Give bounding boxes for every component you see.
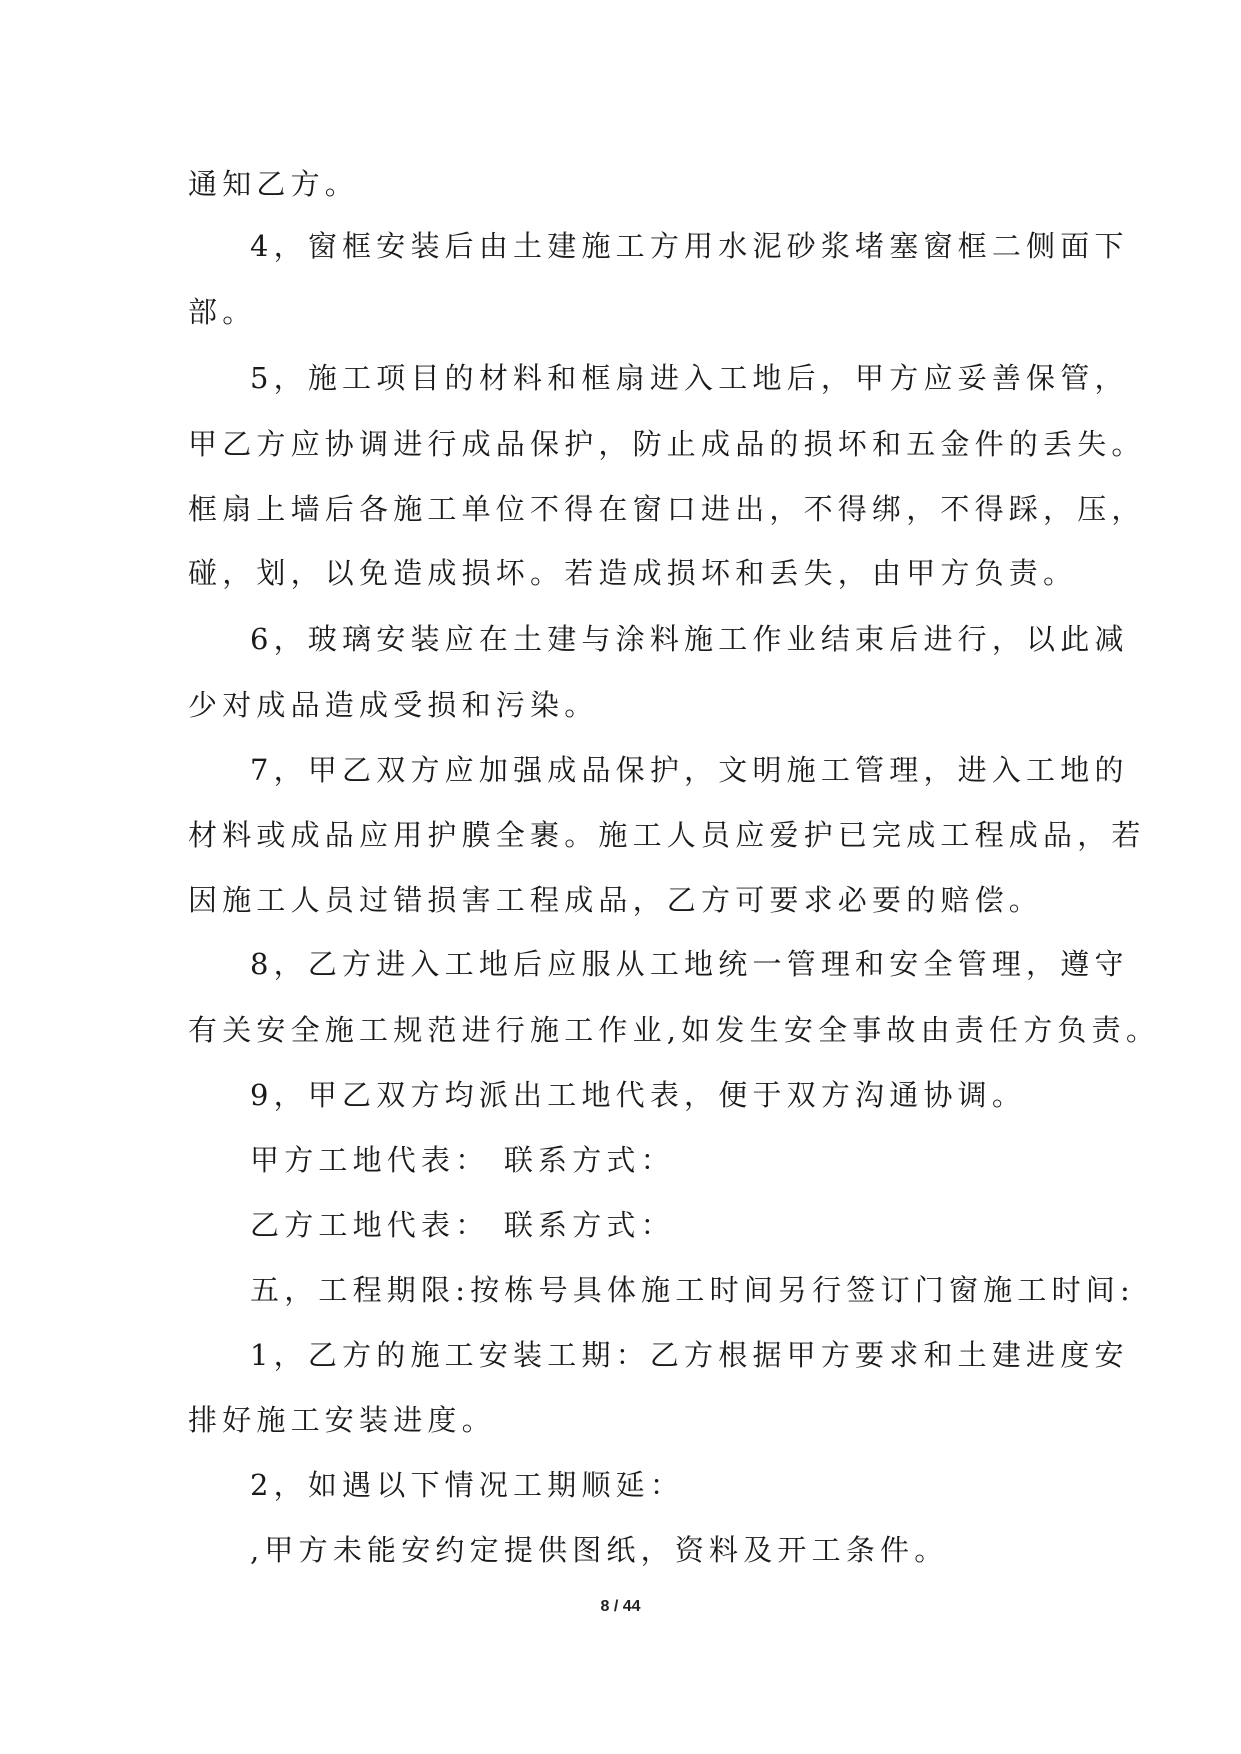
text-line: 6，玻璃安装应在土建与涂料施工作业结束后进行，以此减 — [250, 622, 1129, 656]
text-line: 1，乙方的施工安装工期：乙方根据甲方要求和土建进度安 — [250, 1338, 1129, 1372]
text-line: 框扇上墙后各施工单位不得在窗口进出，不得绑，不得踩，压， — [188, 492, 1146, 526]
text-line: 4，窗框安装后由土建施工方用水泥砂浆堵塞窗框二侧面下 — [250, 229, 1129, 263]
text-line: 五，工程期限:按栋号具体施工时间另行签订门窗施工时间: — [250, 1273, 1135, 1307]
text-line: 5，施工项目的材料和框扇进入工地后，甲方应妥善保管， — [250, 361, 1129, 395]
text-line: 通知乙方。 — [188, 167, 360, 201]
text-line: 少对成品造成受损和污染。 — [188, 688, 599, 722]
text-line: 8，乙方进入工地后应服从工地统一管理和安全管理，遵守 — [250, 947, 1129, 981]
text-line: 因施工人员过错损害工程成品，乙方可要求必要的赔偿。 — [188, 883, 1044, 917]
text-line: 有关安全施工规范进行施工作业,如发生安全事故由责任方负责。 — [188, 1013, 1161, 1047]
text-line: 材料或成品应用护膜全裹。施工人员应爱护已完成工程成品，若 — [188, 818, 1146, 852]
text-line: 部。 — [188, 295, 257, 329]
text-line: 7，甲乙双方应加强成品保护，文明施工管理，进入工地的 — [250, 753, 1129, 787]
text-line: ,甲方未能安约定提供图纸，资料及开工条件。 — [250, 1533, 949, 1567]
text-line: 2，如遇以下情况工期顺延： — [250, 1468, 685, 1502]
text-line: 碰，划，以免造成损坏。若造成损坏和丢失，由甲方负责。 — [188, 556, 1078, 590]
page-number: 8 / 44 — [600, 1598, 641, 1615]
text-line: 甲乙方应协调进行成品保护，防止成品的损坏和五金件的丢失。 — [188, 427, 1146, 461]
text-line: 甲方工地代表： 联系方式： — [250, 1143, 675, 1177]
text-line: 乙方工地代表： 联系方式： — [250, 1208, 675, 1242]
text-line: 排好施工安装进度。 — [188, 1403, 496, 1437]
text-line: 9，甲乙双方均派出工地代表，便于双方沟通协调。 — [250, 1078, 1027, 1112]
